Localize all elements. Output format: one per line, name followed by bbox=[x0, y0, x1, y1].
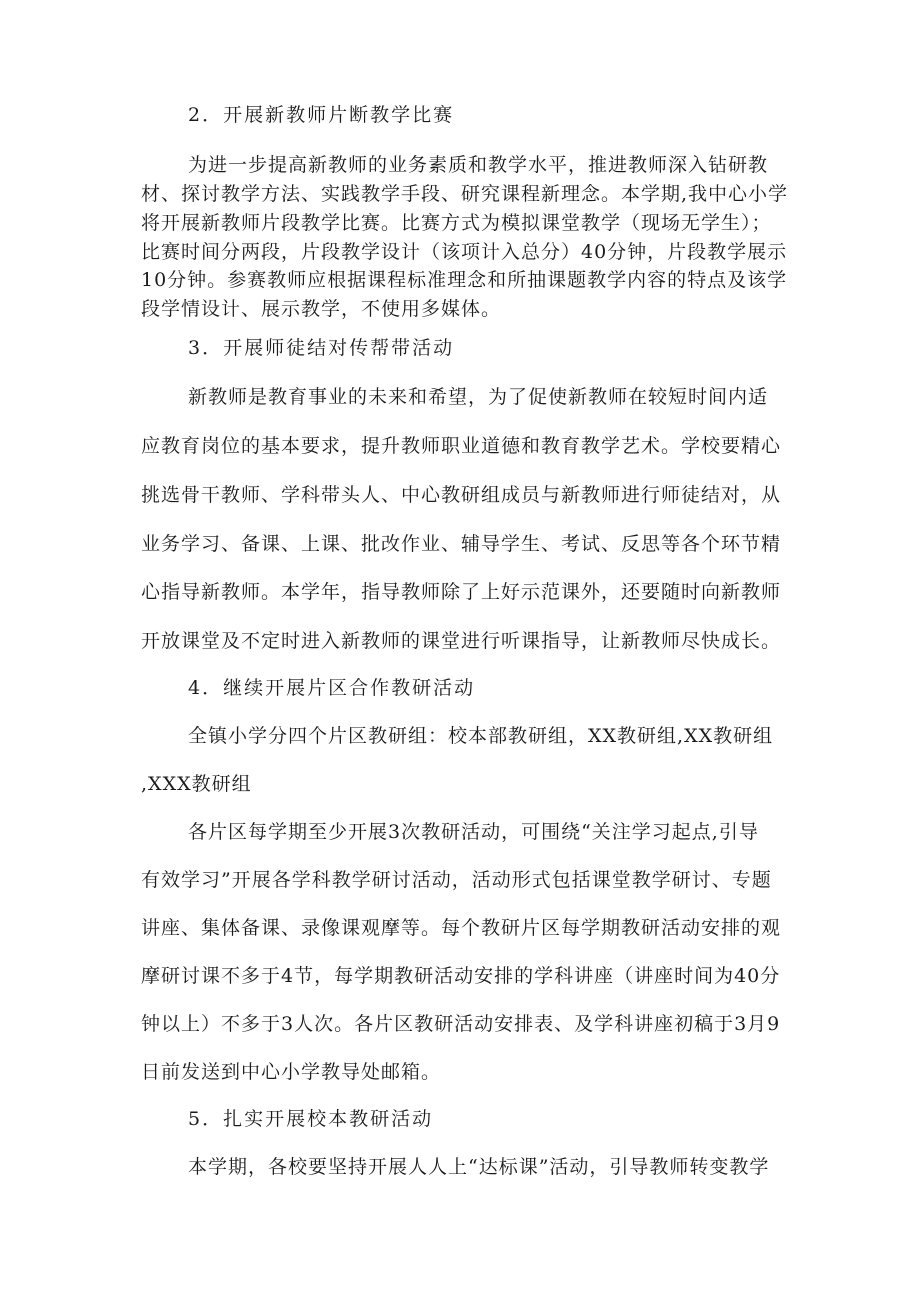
section-4-para2-line-6: 日前发送到中心小学教导处邮箱。 bbox=[141, 1061, 442, 1083]
section-4-para2-line-5: 钟以上）不多于3人次。各片区教研活动安排表、及学科讲座初稿于3月9 bbox=[141, 1013, 781, 1035]
section-2-line-4: 比赛时间分两段，片段教学设计（该项计入总分）40分钟，片段教学展示 bbox=[141, 241, 788, 263]
section-3-line-4: 业务学习、备课、上课、批改作业、辅导学生、考试、反思等各个环节精 bbox=[141, 533, 782, 555]
section-3-line-5: 心指导新教师。本学年，指导教师除了上好示范课外，还要随时向新教师 bbox=[141, 581, 782, 603]
section-5-heading: 5．扎实开展校本教研活动 bbox=[188, 1108, 434, 1130]
section-2-line-6: 段学情设计、展示教学，不使用多媒体。 bbox=[141, 298, 502, 320]
section-3-heading: 3．开展师徒结对传帮带活动 bbox=[188, 337, 455, 359]
section-3-line-3: 挑选骨干教师、学科带头人、中心教研组成员与新教师进行师徒结对，从 bbox=[141, 484, 782, 506]
section-4-para2-line-1: 各片区每学期至少开展3次教研活动，可围绕“关注学习起点,引导 bbox=[188, 821, 759, 843]
section-5-line-1: 本学期，各校要坚持开展人人上“达标课”活动，引导教师转变教学 bbox=[188, 1156, 770, 1178]
section-2-heading: 2．开展新教师片断教学比赛 bbox=[188, 104, 455, 126]
section-3-line-2: 应教育岗位的基本要求，提升教师职业道德和教育教学艺术。学校要精心 bbox=[141, 435, 782, 457]
section-4-para1-line-2: ,XXX教研组 bbox=[141, 773, 252, 795]
section-4-para2-line-4: 摩研讨课不多于4节，每学期教研活动安排的学科讲座（讲座时间为40分 bbox=[141, 965, 781, 987]
section-4-para2-line-2: 有效学习”开展各学科教学研讨活动，活动形式包括课堂教学研讨、专题 bbox=[141, 869, 772, 891]
section-2-line-3: 将开展新教师片段教学比赛。比赛方式为模拟课堂教学（现场无学生）； bbox=[141, 212, 772, 234]
section-2-line-2: 材、探讨教学方法、实践教学手段、研究课程新理念。本学期,我中心小学 bbox=[141, 183, 789, 205]
section-2-line-5: 10分钟。参赛教师应根据课程标准理念和所抽课题教学内容的特点及该学 bbox=[141, 269, 788, 291]
section-3-line-1: 新教师是教育事业的未来和希望，为了促使新教师在较短时间内适 bbox=[188, 386, 769, 408]
section-2-line-1: 为进一步提高新教师的业务素质和教学水平，推进教师深入钻研教 bbox=[188, 154, 769, 176]
section-4-para2-line-3: 讲座、集体备课、录像课观摩等。每个教研片区每学期教研活动安排的观 bbox=[141, 917, 782, 939]
section-4-heading: 4．继续开展片区合作教研活动 bbox=[188, 677, 476, 699]
section-4-para1-line-1: 全镇小学分四个片区教研组：校本部教研组，XX教研组,XX教研组 bbox=[188, 725, 774, 747]
section-3-line-6: 开放课堂及不定时进入新教师的课堂进行听课指导，让新教师尽快成长。 bbox=[141, 630, 782, 652]
